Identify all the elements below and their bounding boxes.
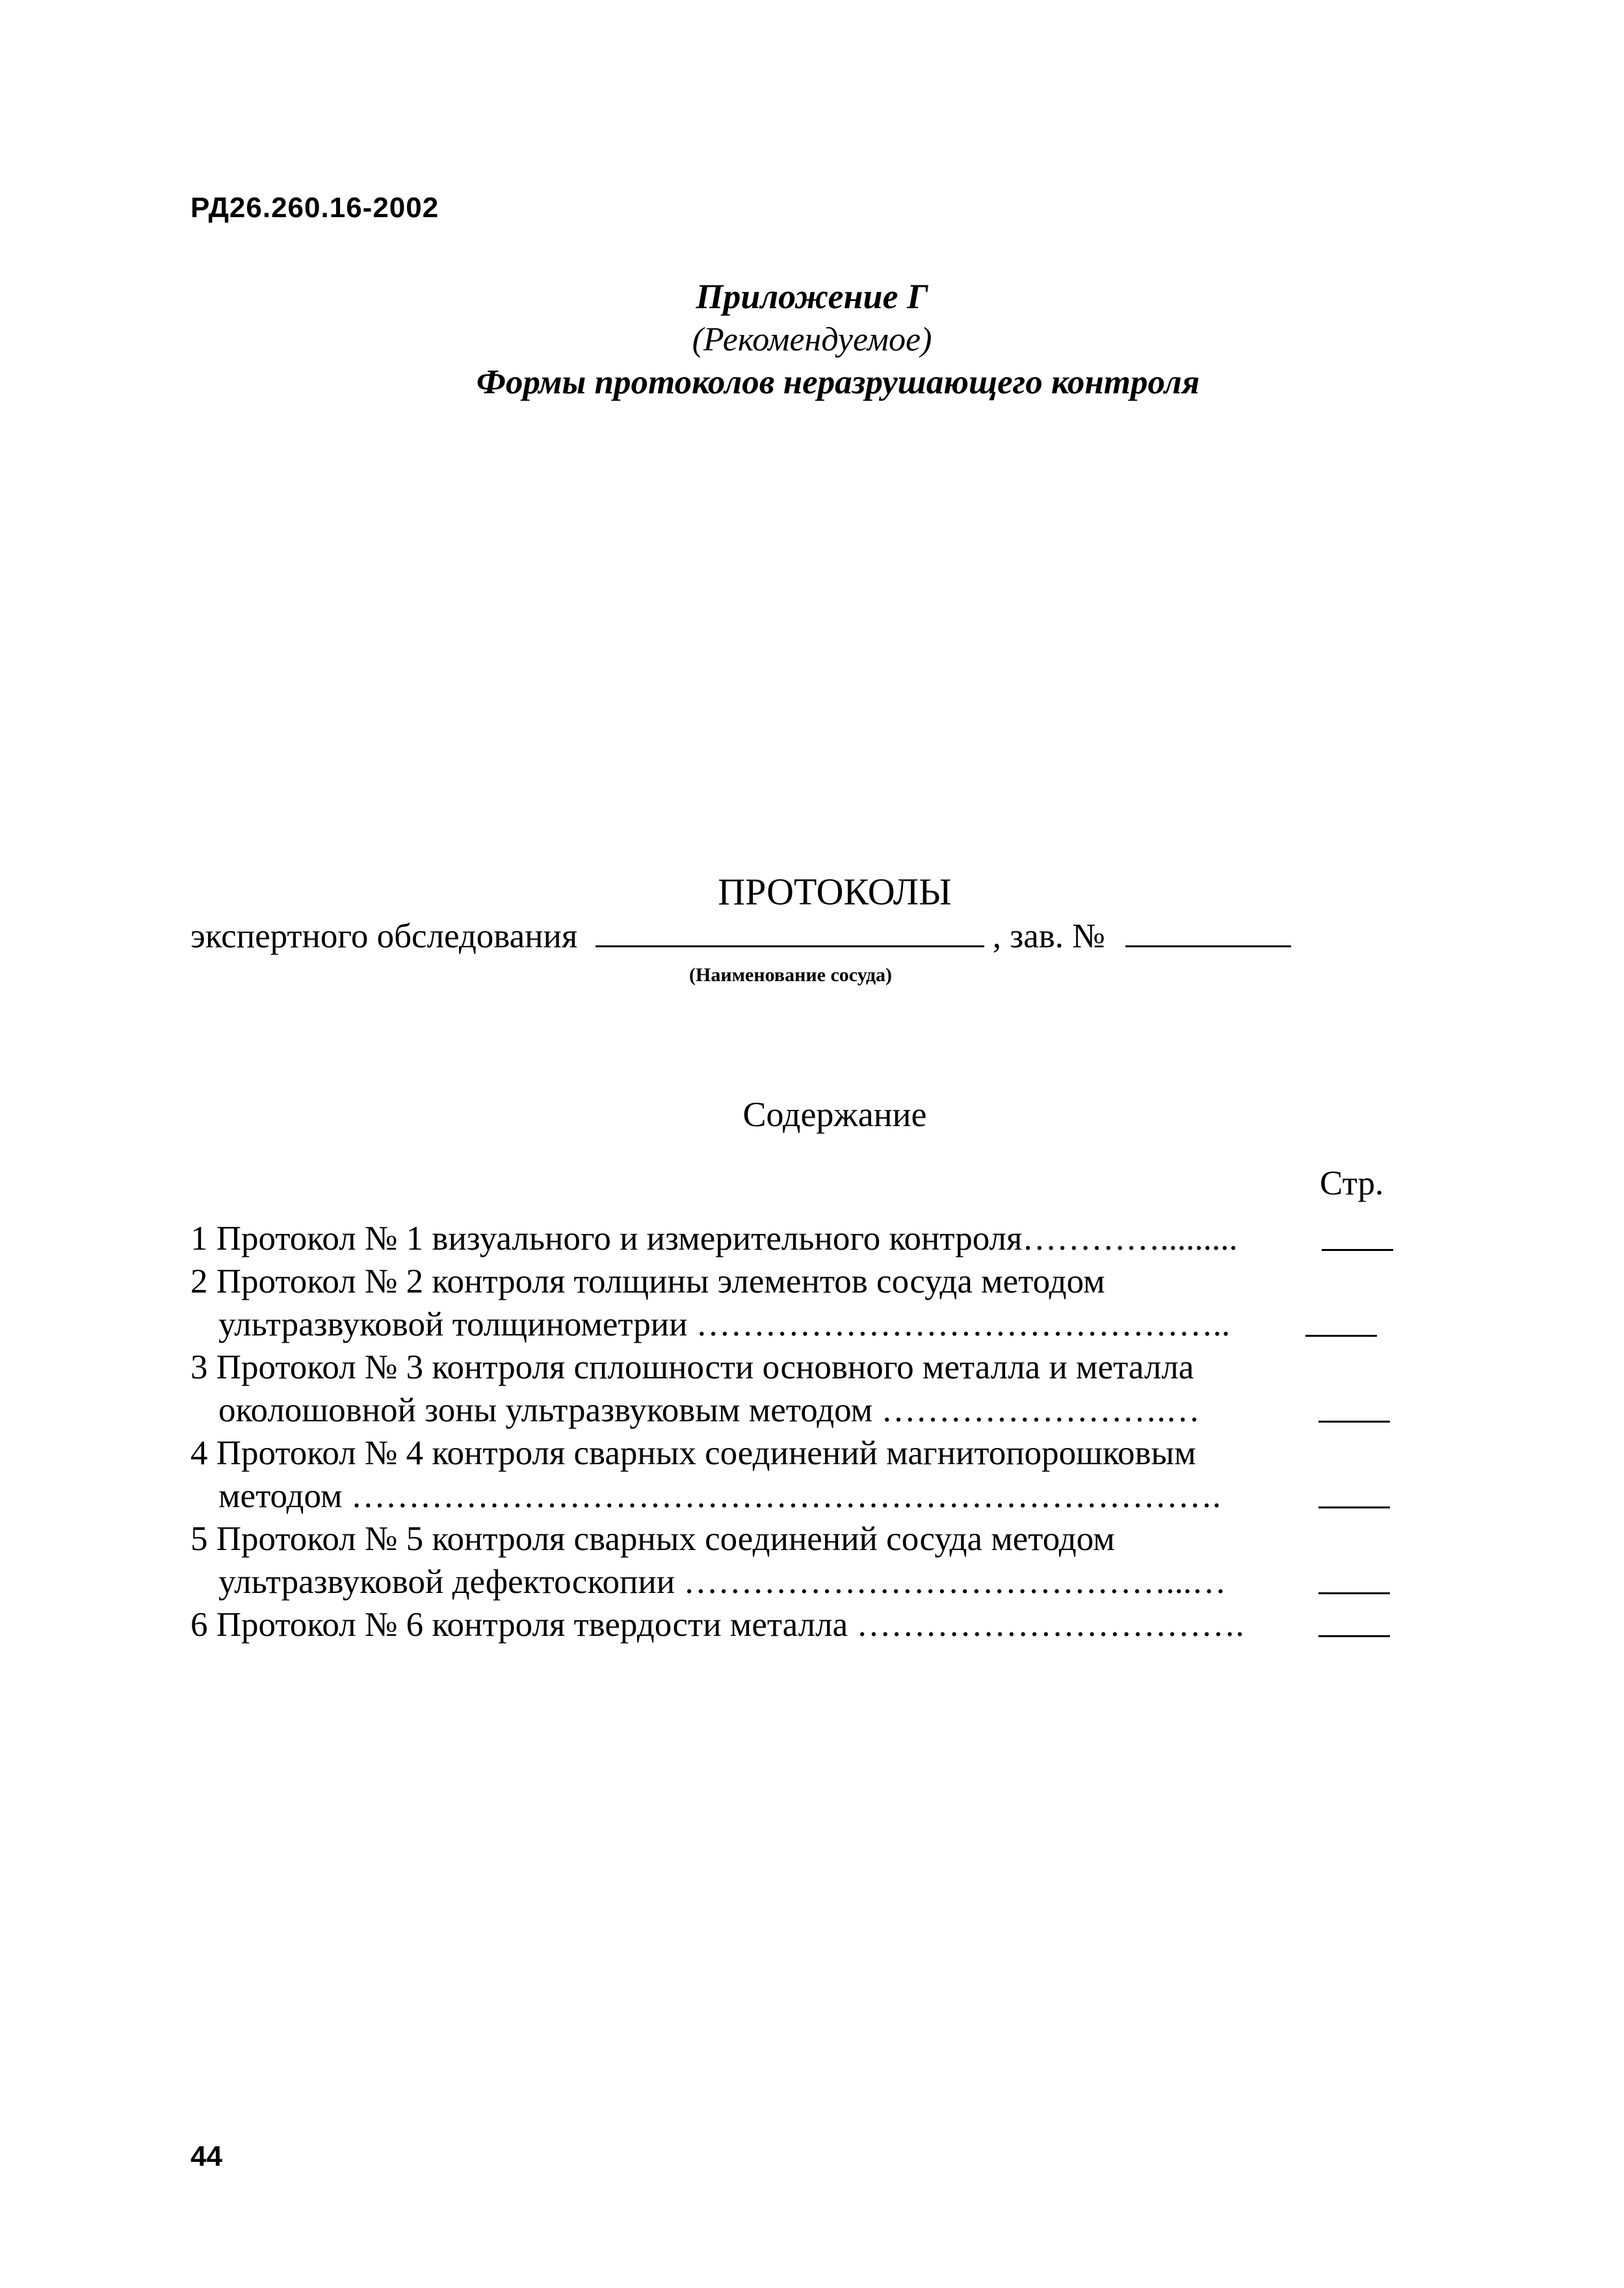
factory-number-blank [1125,945,1291,947]
toc-entry-5 [190,1518,1406,1560]
toc-entry-4-cont [190,1475,1406,1518]
page-blank [1318,1421,1390,1423]
page-blank [1318,1592,1390,1594]
toc-text: ультразвуковой дефектоскопии ……………………………………...… [218,1563,1227,1601]
page-blank [1322,1249,1393,1251]
factory-number-label: , зав. № [992,917,1105,955]
page-blank [1318,1635,1390,1637]
protocols-heading: ПРОТОКОЛЫ [718,871,952,913]
toc-entry-4 [190,1432,1406,1475]
table-of-contents [190,1217,1406,1646]
toc-entry-3-cont [190,1389,1406,1432]
page-column-label: Стр. [1320,1164,1384,1202]
toc-entry-6 [190,1603,1406,1646]
toc-entry-2 [190,1260,1406,1303]
toc-text: 4 Протокол № 4 контроля сварных соединений магнитопорошковым [190,1434,1196,1472]
toc-entry-1 [190,1217,1406,1260]
page-blank [1318,1506,1390,1508]
toc-text: околошовной зоны ультразвуковым методом …………………….… [218,1391,1200,1429]
appendix-title: Приложение Г [696,277,928,316]
document-code: РД26.260.16-2002 [190,192,439,224]
toc-text: 2 Протокол № 2 контроля толщины элементов сосуда методом [190,1263,1105,1300]
toc-entry-2-cont [190,1303,1406,1346]
vessel-name-blank [596,945,984,947]
appendix-forms-title: Формы протоколов неразрушающего контроля [476,363,1200,401]
page-number: 44 [190,2140,222,2172]
toc-entry-5-cont [190,1560,1406,1603]
appendix-subtitle: (Рекомендуемое) [692,321,932,358]
toc-text: 3 Протокол № 3 контроля сплошности основного металла и металла [190,1348,1194,1386]
vessel-name-caption: (Наименование сосуда) [689,964,892,986]
toc-text: 6 Протокол № 6 контроля твердости металла ……………………………. [190,1606,1244,1644]
contents-heading: Содержание [742,1095,927,1134]
toc-text: методом …………………………………………………………………. [218,1477,1221,1515]
toc-text: 1 Протокол № 1 визуального и измерительного контроля…………......... [190,1220,1238,1257]
toc-entry-3 [190,1346,1406,1389]
toc-text: 5 Протокол № 5 контроля сварных соединений сосуда методом [190,1520,1115,1558]
page-blank [1305,1335,1377,1337]
examination-line [190,917,1291,956]
toc-text: ультразвуковой толщинометрии ……………………………………….. [218,1306,1231,1343]
examination-label: экспертного обследования [190,917,578,955]
